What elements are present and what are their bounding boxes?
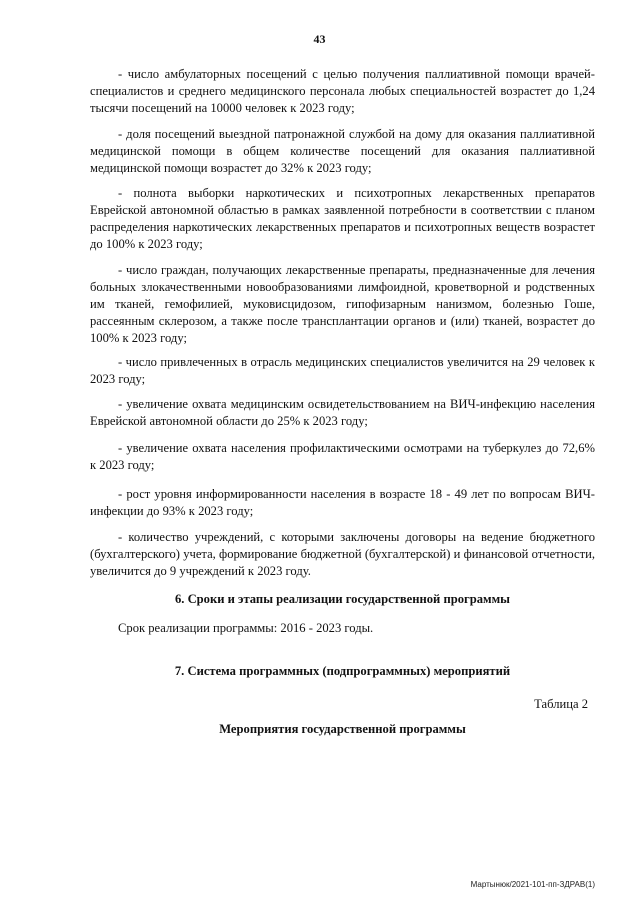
table-title: Мероприятия государственной программы <box>219 722 466 736</box>
list-item-tuberculosis-screening: - увеличение охвата населения профилактическими осмотрами на туберкулез до 72,6% к 2023 году; <box>90 441 595 472</box>
list-item-citizens-medications: - число граждан, получающих лекарственные препараты, предназначенные для лечения больных злокачественными новообразованиями лимфоидной, кроветворной и родственных им тканей, гемофилией, муковисцидозом, гипофизарным нанизмом, болезнью Гоше, рассеянным склерозом, а также после трансплантации органов и (или) тканей, возрастет до 100% к 2023 году; <box>90 263 595 345</box>
list-item-home-visits: - доля посещений выездной патронажной службой на дому для оказания паллиативной медицинской помощи в общем количестве посещений для оказания паллиативной медицинской помощи возрастет до 32% к 2023 году; <box>90 127 595 175</box>
list-item-narcotic-drugs: - полнота выборки наркотических и психотропных лекарственных препаратов Еврейской автономной областью в рамках заявленной потребности в соответствии с планом распределения наркотических лекарственных препаратов и психотропных веществ возрастет до 100% к 2023 году; <box>90 186 595 251</box>
table-label: Таблица 2 <box>534 697 588 711</box>
footer-document-code: Мартынюк/2021-101-пп-ЗДРАВ(1) <box>470 880 595 889</box>
section-7-heading: 7. Система программных (подпрограммных) мероприятий <box>174 664 511 678</box>
list-item-accounting-institutions: - количество учреждений, с которыми заключены договоры на ведение бюджетного (бухгалтерского) учета, формирование бюджетной (бухгалтерской) и финансовой отчетности, увеличится до 9 учреждений к 2023 году. <box>90 530 595 578</box>
page-number: 43 <box>313 32 326 46</box>
list-item-ambulatory-visits: - число амбулаторных посещений с целью получения паллиативной помощи врачей-специалистов и среднего медицинского персонала любых специальностей возрастет до 1,24 тысячи посещений на 10000 человек к 2023 году; <box>90 67 595 115</box>
section-6-text: Срок реализации программы: 2016 - 2023 годы. <box>118 621 374 635</box>
section-6-heading: 6. Сроки и этапы реализации государственной программы <box>174 592 511 606</box>
list-item-medical-specialists: - число привлеченных в отрасль медицинских специалистов увеличится на 29 человек к 2023 году; <box>90 355 595 386</box>
list-item-hiv-awareness: - рост уровня информированности населения в возрасте 18 - 49 лет по вопросам ВИЧ-инфекции до 93% к 2023 году; <box>90 487 595 518</box>
list-item-hiv-examination: - увеличение охвата медицинским освидетельствованием на ВИЧ-инфекцию населения Еврейской автономной области до 25% к 2023 году; <box>90 397 595 428</box>
